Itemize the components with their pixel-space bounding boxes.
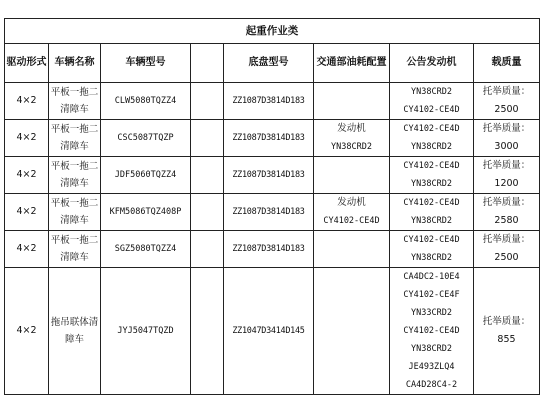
engine-line: YN38CRD2 <box>411 87 452 97</box>
vehicle-spec-table <box>4 18 540 395</box>
load-label: 托举质量： <box>482 316 531 327</box>
cell-chassis-model: ZZ1087D3814D183 <box>224 120 314 157</box>
cell-drive: 4×2 <box>5 194 49 231</box>
header-blank <box>191 44 224 83</box>
table-row <box>5 268 540 395</box>
fuel-line: CY4102-CE4D <box>323 216 380 226</box>
fuel-line: 发动机 <box>337 123 366 134</box>
cell-vehicle-model: SGZ5080TQZZ4 <box>101 231 191 268</box>
cell-fuel-config <box>314 157 390 194</box>
table-row <box>5 157 540 194</box>
engine-line: YN38CRD2 <box>411 344 452 354</box>
load-label: 托举质量： <box>482 160 531 171</box>
table-title: 起重作业类 <box>5 19 540 44</box>
cell-drive: 4×2 <box>5 268 49 395</box>
engine-line: YN38CRD2 <box>411 216 452 226</box>
cell-vehicle-model: KFM5086TQZ408P <box>101 194 191 231</box>
cell-drive: 4×2 <box>5 120 49 157</box>
engine-line: CY4102-CE4D <box>403 198 460 208</box>
cell-blank <box>191 231 224 268</box>
cell-vehicle-name: 平板一拖二清障车 <box>49 194 101 231</box>
load-label: 托举质量： <box>482 197 531 208</box>
engine-line: CY4102-CE4D <box>403 161 460 171</box>
cell-chassis-model: ZZ1087D3814D183 <box>224 194 314 231</box>
engine-line: YN33CRD2 <box>411 308 452 318</box>
header-vehicle-model: 车辆型号 <box>101 44 191 83</box>
load-value: 3000 <box>494 141 519 152</box>
cell-fuel-config <box>314 268 390 395</box>
load-value: 2580 <box>494 215 519 226</box>
load-value: 2500 <box>494 252 519 263</box>
cell-blank <box>191 157 224 194</box>
header-load: 载质量 <box>474 44 540 83</box>
cell-fuel-config <box>314 120 390 157</box>
cell-blank <box>191 83 224 120</box>
load-value: 855 <box>497 334 516 345</box>
engine-line: JE493ZLQ4 <box>408 362 455 372</box>
load-label: 托举质量： <box>482 86 531 97</box>
fuel-line: YN38CRD2 <box>331 142 372 152</box>
fuel-line: 发动机 <box>337 197 366 208</box>
engine-line: CY4102-CE4D <box>403 105 460 115</box>
engine-line: CY4102-CE4F <box>403 290 460 300</box>
load-value: 2500 <box>494 104 519 115</box>
cell-chassis-model: ZZ1087D3814D183 <box>224 231 314 268</box>
cell-vehicle-model: CLW5080TQZZ4 <box>101 83 191 120</box>
cell-vehicle-name: 平板一拖二清障车 <box>49 83 101 120</box>
cell-load <box>474 194 540 231</box>
cell-load <box>474 231 540 268</box>
cell-engine <box>390 268 474 395</box>
engine-line: YN38CRD2 <box>411 253 452 263</box>
engine-line: CY4102-CE4D <box>403 124 460 134</box>
cell-vehicle-name: 平板一拖二清障车 <box>49 231 101 268</box>
table-row <box>5 231 540 268</box>
cell-vehicle-name: 平板一拖二清障车 <box>49 157 101 194</box>
header-chassis-model: 底盘型号 <box>224 44 314 83</box>
engine-line: CA4DC2-10E4 <box>403 272 460 282</box>
header-fuel-config: 交通部油耗配置 <box>314 44 390 83</box>
cell-engine <box>390 194 474 231</box>
cell-blank <box>191 194 224 231</box>
cell-load <box>474 157 540 194</box>
cell-vehicle-model: JDF5060TQZZ4 <box>101 157 191 194</box>
header-engine: 公告发动机 <box>390 44 474 83</box>
cell-fuel-config <box>314 231 390 268</box>
cell-engine <box>390 157 474 194</box>
cell-blank <box>191 120 224 157</box>
engine-line: CA4D28C4-2 <box>405 380 458 390</box>
cell-chassis-model: ZZ1047D3414D145 <box>224 268 314 395</box>
cell-load <box>474 120 540 157</box>
engine-line: CY4102-CE4D <box>403 235 460 245</box>
cell-vehicle-name: 平板一拖二清障车 <box>49 120 101 157</box>
table-row <box>5 120 540 157</box>
cell-chassis-model: ZZ1087D3814D183 <box>224 157 314 194</box>
header-drive: 驱动形式 <box>5 44 49 83</box>
load-value: 1200 <box>494 178 519 189</box>
cell-blank <box>191 268 224 395</box>
header-vehicle-name: 车辆名称 <box>49 44 101 83</box>
engine-line: YN38CRD2 <box>411 142 452 152</box>
cell-vehicle-model: JYJ5047TQZD <box>101 268 191 395</box>
cell-fuel-config <box>314 194 390 231</box>
cell-fuel-config <box>314 83 390 120</box>
cell-load <box>474 268 540 395</box>
cell-drive: 4×2 <box>5 83 49 120</box>
load-label: 托举质量： <box>482 234 531 245</box>
table-row <box>5 194 540 231</box>
cell-drive: 4×2 <box>5 231 49 268</box>
engine-line: YN38CRD2 <box>411 179 452 189</box>
engine-line: CY4102-CE4D <box>403 326 460 336</box>
cell-vehicle-model: CSC5087TQZP <box>101 120 191 157</box>
cell-engine <box>390 231 474 268</box>
cell-drive: 4×2 <box>5 157 49 194</box>
cell-engine <box>390 83 474 120</box>
load-label: 托举质量： <box>482 123 531 134</box>
cell-chassis-model: ZZ1087D3814D183 <box>224 83 314 120</box>
cell-vehicle-name: 拖吊联体清障车 <box>49 268 101 395</box>
cell-engine <box>390 120 474 157</box>
cell-load <box>474 83 540 120</box>
table-row <box>5 83 540 120</box>
